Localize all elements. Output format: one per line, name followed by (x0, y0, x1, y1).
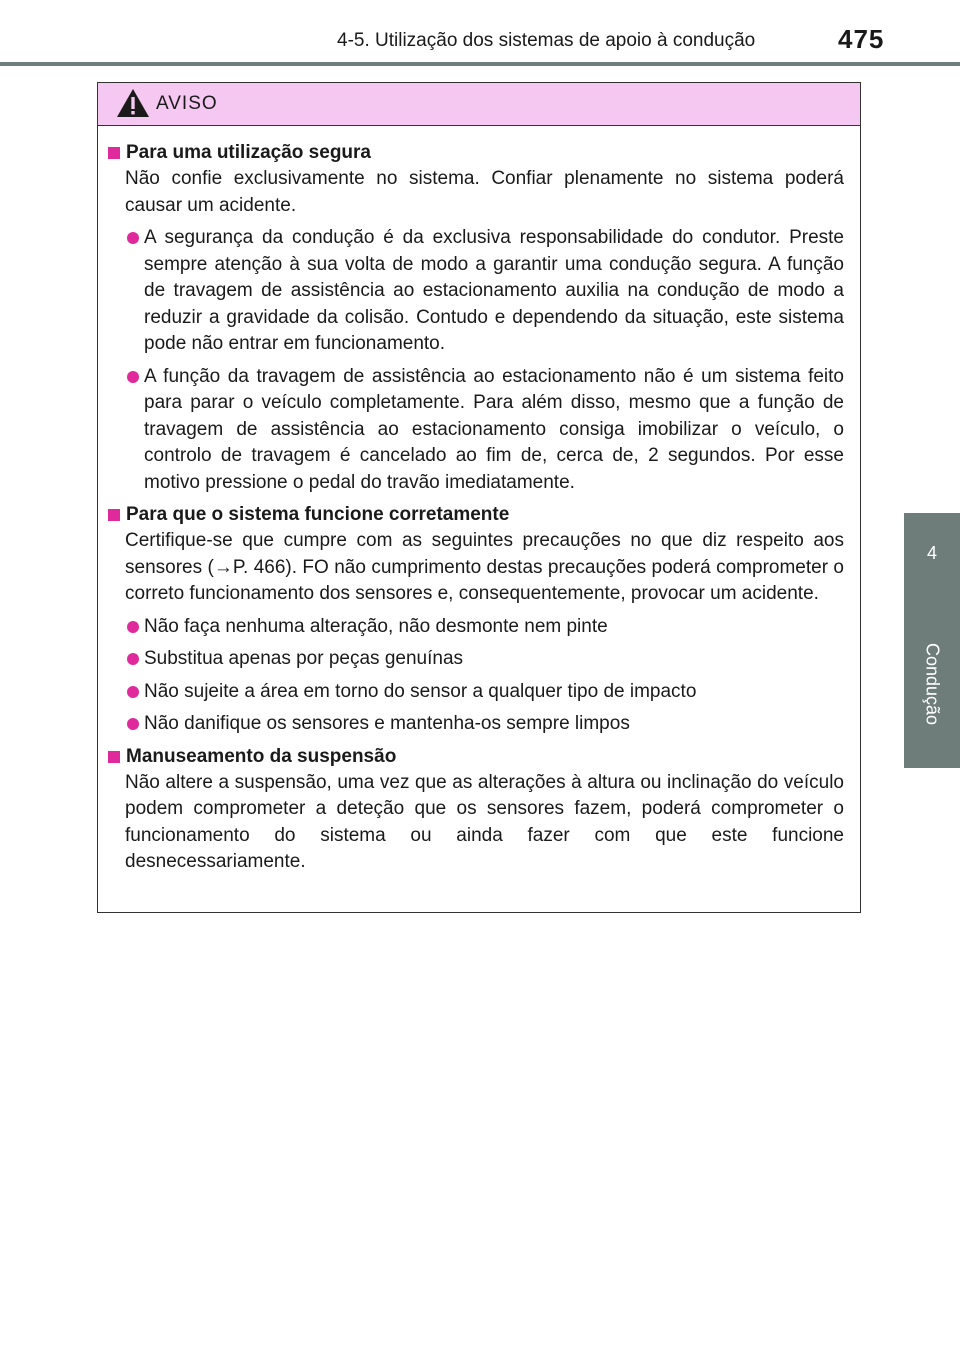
circle-bullet-icon (127, 371, 139, 383)
warning-body (98, 126, 860, 876)
bullet-text: Não danifique os sensores e mantenha-os sempre limpos (144, 713, 630, 734)
circle-bullet-icon (127, 686, 139, 698)
bullet-text: Substitua apenas por peças genuínas (144, 648, 464, 669)
square-bullet-icon (108, 509, 120, 521)
circle-bullet-icon (127, 718, 139, 730)
section-heading (106, 744, 852, 770)
page-header (0, 0, 960, 62)
section-heading-text: Para que o sistema funcione corretamente (126, 504, 510, 525)
section-heading (106, 140, 852, 166)
circle-bullet-icon (127, 232, 139, 244)
section-heading-text: Para uma utilização segura (126, 142, 371, 163)
square-bullet-icon (108, 751, 120, 763)
section-heading-text: Manuseamento da suspensão (126, 745, 397, 767)
section-correct-operation (106, 502, 852, 738)
header-divider (0, 62, 960, 66)
section-safe-use (106, 140, 852, 496)
section-paragraph: Não confie exclusivamente no sistema. Confiar plenamente no sistema poderá causar um acidente. (125, 168, 844, 216)
circle-bullet-icon (127, 653, 139, 665)
chapter-tab-number: 4 (926, 543, 937, 563)
bullet-text: Não faça nenhuma alteração, não desmonte nem pinte (144, 615, 608, 637)
chapter-side-bar (904, 598, 960, 768)
section-heading (106, 502, 852, 528)
warning-title: AVISO (156, 93, 218, 114)
circle-bullet-icon (127, 621, 139, 633)
section-suspension (106, 744, 852, 876)
chapter-section-title: 4-5. Utilização dos sistemas de apoio à condução (337, 30, 756, 51)
bullet-text: A função da travagem de assistência ao estacionamento não é um sistema feito para parar o veículo completamente. Para além disso, mesmo que a função de travagem de assistência ao estacionamento consiga imobilizar o veículo, o controlo de travagem é cancelado ao fim de, cerca de, 2 segundos. Por esse motivo pressione o pedal do travão imediatamente. (144, 365, 844, 493)
bullet-item (106, 614, 852, 641)
page-number: 475 (838, 24, 885, 54)
square-bullet-icon (108, 147, 120, 159)
section-paragraph: Certifique-se que cumpre com as seguintes precauções no que diz respeito aos sensores (→P. 466). FO não cumprimento destas precauções poderá comprometer o correto funcionamento dos sensores e, consequentemente, provocar um acidente. (125, 530, 844, 604)
bullet-item (106, 364, 852, 497)
bullet-item (106, 679, 852, 706)
warning-header (98, 83, 860, 126)
chapter-tab (904, 513, 960, 598)
bullet-item (106, 225, 852, 358)
warning-triangle-icon (116, 88, 150, 118)
warning-box (97, 82, 861, 913)
chapter-side-label: Condução (922, 642, 943, 726)
bullet-item (106, 646, 852, 673)
section-paragraph: Não altere a suspensão, uma vez que as alterações à altura ou inclinação do veículo podem comprometer a deteção que os sensores fazem, poderá comprometer o funcionamento do sistema ou ainda fazer com que este funcione desnecessariamente. (125, 771, 844, 872)
bullet-text: A segurança da condução é da exclusiva responsabilidade do condutor. Preste sempre atenção à sua volta de modo a garantir uma condução segura. A função de travagem de assistência ao estacionamento auxilia na condução de modo a reduzir a gravidade da colisão. Contudo e dependendo da situação, este sistema pode não entrar em funcionamento. (144, 227, 844, 354)
bullet-item (106, 711, 852, 738)
bullet-text: Não sujeite a área em torno do sensor a qualquer tipo de impacto (144, 680, 697, 702)
